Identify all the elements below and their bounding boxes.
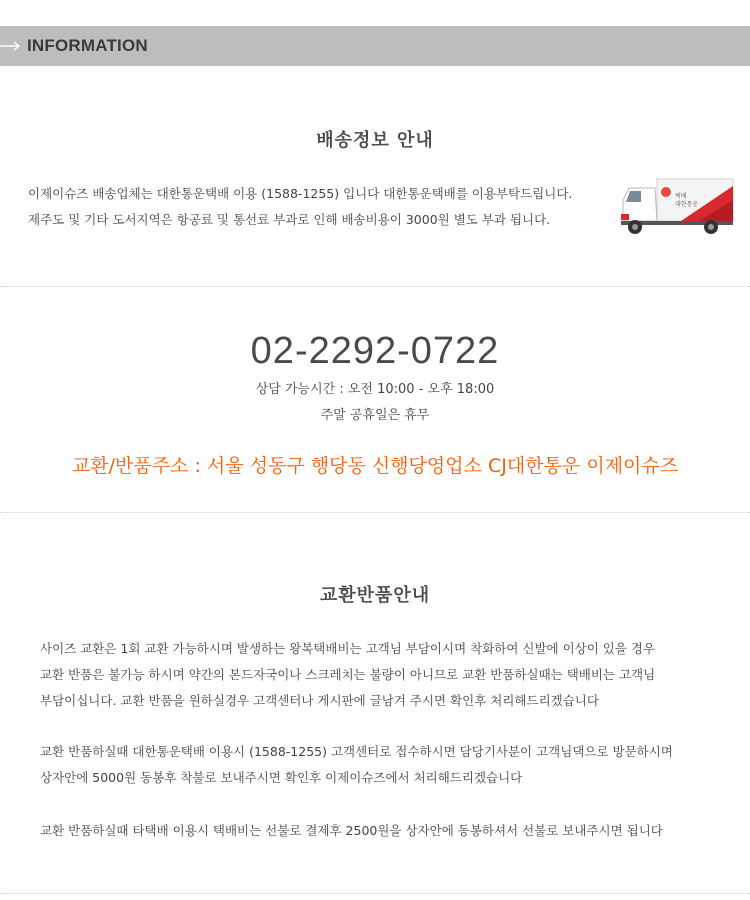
exchange-text-line: 상자안에 5000원 동봉후 착불로 보내주시면 확인후 이제이슈즈에서 처리해드리겠습니다 xyxy=(40,770,523,785)
truck-label-line1: 택배 xyxy=(675,193,687,200)
delivery-truck-icon xyxy=(619,176,735,236)
return-address: 교환/반품주소 : 서울 성동구 행당동 신행당영업소 CJ대한통운 이제이슈즈 xyxy=(71,455,679,477)
delivery-section-title: 배송정보 안내 xyxy=(316,130,434,151)
delivery-text-line: 이제이슈즈 배송업체는 대한통운택배 이용 (1588-1255) 입니다 대한통운택배를 이용부탁드립니다. xyxy=(28,186,573,201)
exchange-text-line: 사이즈 교환은 1회 교환 가능하시며 발생하는 왕복택배비는 고객님 부담이시며 착화하여 신발에 이상이 있을 경우 xyxy=(40,641,656,656)
consult-hours: 상담 가능시간 : 오전 10:00 - 오후 18:00 xyxy=(255,382,495,397)
arrow-right-icon xyxy=(0,40,22,52)
exchange-section-title: 교환반품안내 xyxy=(319,585,431,606)
section-divider xyxy=(0,512,750,513)
section-divider xyxy=(0,286,750,287)
section-divider xyxy=(0,893,750,894)
truck-label-line2: 대한통운 xyxy=(675,201,699,208)
exchange-text-line: 교환 반품하실때 타택배 이용시 택배비는 선불로 결제후 2500원을 상자안에 동봉하셔서 선불로 보내주시면 됩니다 xyxy=(40,823,663,838)
holiday-notice: 주말 공휴일은 휴무 xyxy=(320,408,430,423)
phone-number: 02-2292-0722 xyxy=(250,330,500,372)
exchange-text-line: 부담이십니다. 교환 반품을 원하실경우 고객센터나 게시판에 글남겨 주시면 확인후 처리해드리겠습니다 xyxy=(40,693,599,708)
exchange-text-line: 교환 반품은 불가능 하시며 약간의 본드자국이나 스크레치는 불량이 아니므로 교환 반품하실때는 택배비는 고객님 xyxy=(40,667,656,682)
delivery-text-line: 제주도 및 기타 도서지역은 항공료 및 통선료 부과로 인해 배송비용이 3000원 별도 부과 됩니다. xyxy=(28,212,551,227)
information-header-bar xyxy=(0,26,750,66)
information-title: INFORMATION xyxy=(27,36,148,55)
exchange-text-line: 교환 반품하실때 대한통운택배 이용시 (1588-1255) 고객센터로 접수하시면 담당기사분이 고객님댁으로 방문하시며 xyxy=(40,744,673,759)
